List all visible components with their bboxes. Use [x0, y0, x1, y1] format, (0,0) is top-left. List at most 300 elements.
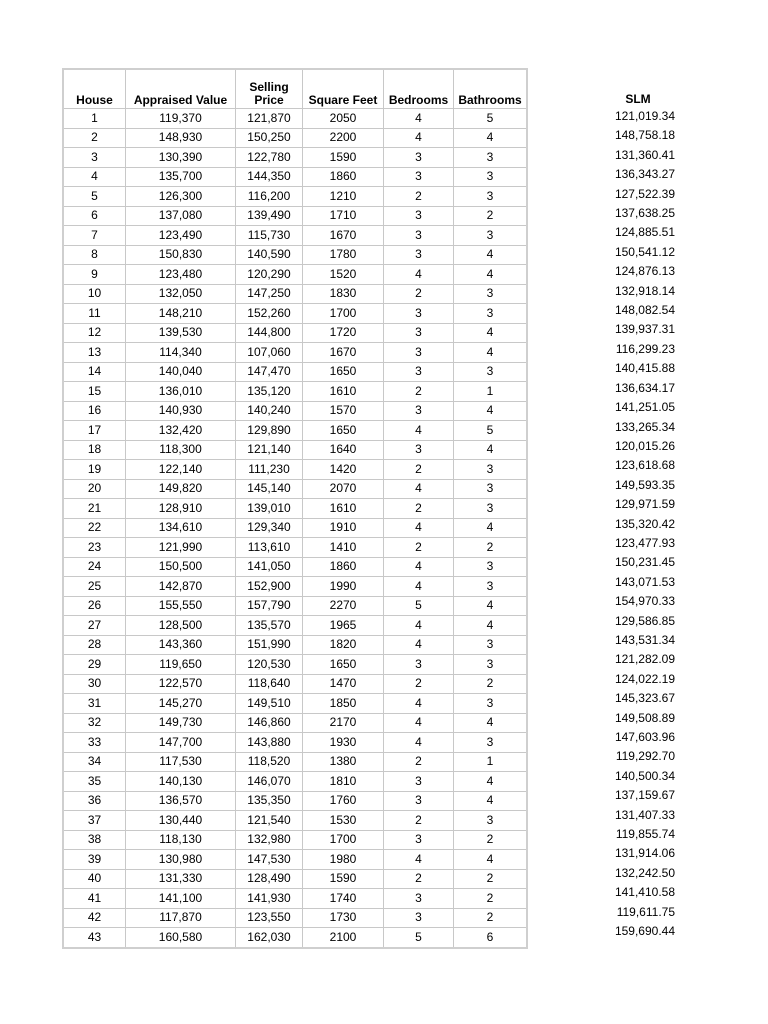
cell-appraised-value[interactable]: 119,650 — [126, 655, 236, 675]
cell-house[interactable]: 31 — [64, 694, 126, 714]
cell-bathrooms[interactable]: 2 — [454, 908, 527, 928]
slm-cell[interactable]: 141,410.58 — [614, 885, 675, 900]
cell-appraised-value[interactable]: 117,870 — [126, 908, 236, 928]
cell-bathrooms[interactable]: 3 — [454, 362, 527, 382]
cell-house[interactable]: 15 — [64, 382, 126, 402]
cell-appraised-value[interactable]: 145,270 — [126, 694, 236, 714]
cell-bedrooms[interactable]: 2 — [384, 382, 454, 402]
slm-cell[interactable]: 124,022.19 — [614, 671, 675, 686]
cell-house[interactable]: 37 — [64, 811, 126, 831]
cell-selling-price[interactable]: 152,900 — [236, 577, 303, 597]
cell-appraised-value[interactable]: 150,830 — [126, 245, 236, 265]
cell-bathrooms[interactable]: 3 — [454, 284, 527, 304]
cell-appraised-value[interactable]: 150,500 — [126, 557, 236, 577]
cell-selling-price[interactable]: 145,140 — [236, 479, 303, 499]
cell-square-feet[interactable]: 1210 — [303, 187, 384, 207]
cell-house[interactable]: 19 — [64, 460, 126, 480]
cell-bathrooms[interactable]: 1 — [454, 752, 527, 772]
cell-house[interactable]: 35 — [64, 772, 126, 792]
cell-selling-price[interactable]: 118,640 — [236, 674, 303, 694]
cell-appraised-value[interactable]: 139,530 — [126, 323, 236, 343]
slm-cell[interactable]: 120,015.26 — [614, 438, 675, 453]
cell-house[interactable]: 40 — [64, 869, 126, 889]
cell-bathrooms[interactable]: 3 — [454, 811, 527, 831]
cell-selling-price[interactable]: 128,490 — [236, 869, 303, 889]
slm-cell[interactable]: 131,914.06 — [614, 846, 675, 861]
cell-selling-price[interactable]: 147,250 — [236, 284, 303, 304]
header-bedrooms[interactable]: Bedrooms — [384, 70, 454, 109]
cell-selling-price[interactable]: 143,880 — [236, 733, 303, 753]
cell-selling-price[interactable]: 118,520 — [236, 752, 303, 772]
header-slm[interactable]: SLM — [625, 92, 651, 106]
header-house[interactable]: House — [64, 70, 126, 109]
cell-bathrooms[interactable]: 4 — [454, 518, 527, 538]
slm-cell[interactable]: 148,758.18 — [614, 128, 675, 143]
cell-house[interactable]: 41 — [64, 889, 126, 909]
cell-bathrooms[interactable]: 5 — [454, 109, 527, 129]
cell-house[interactable]: 43 — [64, 928, 126, 948]
cell-square-feet[interactable]: 1610 — [303, 499, 384, 519]
slm-cell[interactable]: 137,638.25 — [614, 206, 675, 221]
cell-appraised-value[interactable]: 114,340 — [126, 343, 236, 363]
cell-house[interactable]: 30 — [64, 674, 126, 694]
slm-cell[interactable]: 140,500.34 — [614, 768, 675, 783]
cell-square-feet[interactable]: 1650 — [303, 362, 384, 382]
cell-selling-price[interactable]: 146,860 — [236, 713, 303, 733]
slm-cell[interactable]: 154,970.33 — [614, 594, 675, 609]
cell-house[interactable]: 32 — [64, 713, 126, 733]
cell-bedrooms[interactable]: 3 — [384, 206, 454, 226]
cell-bedrooms[interactable]: 3 — [384, 830, 454, 850]
cell-selling-price[interactable]: 135,570 — [236, 616, 303, 636]
cell-square-feet[interactable]: 2070 — [303, 479, 384, 499]
cell-bedrooms[interactable]: 4 — [384, 577, 454, 597]
header-selling-price[interactable] — [236, 70, 303, 109]
cell-bathrooms[interactable]: 3 — [454, 187, 527, 207]
cell-house[interactable]: 14 — [64, 362, 126, 382]
cell-bedrooms[interactable]: 3 — [384, 401, 454, 421]
slm-cell[interactable]: 131,360.41 — [614, 147, 675, 162]
cell-bedrooms[interactable]: 2 — [384, 811, 454, 831]
cell-bathrooms[interactable]: 2 — [454, 674, 527, 694]
cell-bedrooms[interactable]: 4 — [384, 109, 454, 129]
slm-cell[interactable]: 149,593.35 — [614, 477, 675, 492]
slm-cell[interactable]: 143,531.34 — [614, 632, 675, 647]
cell-square-feet[interactable]: 1420 — [303, 460, 384, 480]
slm-cell[interactable]: 116,299.23 — [615, 341, 675, 356]
cell-bedrooms[interactable]: 3 — [384, 772, 454, 792]
cell-bedrooms[interactable]: 4 — [384, 694, 454, 714]
cell-house[interactable]: 26 — [64, 596, 126, 616]
cell-selling-price[interactable]: 147,530 — [236, 850, 303, 870]
slm-cell[interactable]: 148,082.54 — [614, 303, 675, 318]
cell-appraised-value[interactable]: 130,980 — [126, 850, 236, 870]
cell-bathrooms[interactable]: 4 — [454, 596, 527, 616]
cell-square-feet[interactable]: 1850 — [303, 694, 384, 714]
cell-square-feet[interactable]: 1650 — [303, 421, 384, 441]
cell-bathrooms[interactable]: 4 — [454, 323, 527, 343]
cell-bathrooms[interactable]: 3 — [454, 694, 527, 714]
slm-cell[interactable]: 140,415.88 — [614, 361, 675, 376]
cell-house[interactable]: 11 — [64, 304, 126, 324]
cell-selling-price[interactable]: 116,200 — [236, 187, 303, 207]
cell-house[interactable]: 36 — [64, 791, 126, 811]
cell-square-feet[interactable]: 1640 — [303, 440, 384, 460]
cell-bathrooms[interactable]: 4 — [454, 616, 527, 636]
slm-cell[interactable]: 145,323.67 — [614, 691, 675, 706]
cell-house[interactable]: 2 — [64, 128, 126, 148]
cell-appraised-value[interactable]: 132,420 — [126, 421, 236, 441]
cell-square-feet[interactable]: 2200 — [303, 128, 384, 148]
cell-appraised-value[interactable]: 141,100 — [126, 889, 236, 909]
cell-house[interactable]: 7 — [64, 226, 126, 246]
cell-square-feet[interactable]: 1700 — [303, 830, 384, 850]
cell-bedrooms[interactable]: 3 — [384, 791, 454, 811]
cell-square-feet[interactable]: 1610 — [303, 382, 384, 402]
cell-selling-price[interactable]: 129,890 — [236, 421, 303, 441]
cell-bedrooms[interactable]: 2 — [384, 752, 454, 772]
cell-selling-price[interactable]: 157,790 — [236, 596, 303, 616]
cell-square-feet[interactable]: 1410 — [303, 538, 384, 558]
cell-appraised-value[interactable]: 140,040 — [126, 362, 236, 382]
cell-bathrooms[interactable]: 3 — [454, 167, 527, 187]
cell-house[interactable]: 17 — [64, 421, 126, 441]
cell-bathrooms[interactable]: 3 — [454, 479, 527, 499]
cell-appraised-value[interactable]: 131,330 — [126, 869, 236, 889]
cell-bedrooms[interactable]: 2 — [384, 284, 454, 304]
cell-square-feet[interactable]: 1990 — [303, 577, 384, 597]
cell-house[interactable]: 16 — [64, 401, 126, 421]
cell-bathrooms[interactable]: 3 — [454, 499, 527, 519]
cell-appraised-value[interactable]: 148,210 — [126, 304, 236, 324]
cell-appraised-value[interactable]: 148,930 — [126, 128, 236, 148]
cell-house[interactable]: 38 — [64, 830, 126, 850]
cell-bedrooms[interactable]: 3 — [384, 889, 454, 909]
cell-house[interactable]: 23 — [64, 538, 126, 558]
cell-appraised-value[interactable]: 140,930 — [126, 401, 236, 421]
cell-appraised-value[interactable]: 132,050 — [126, 284, 236, 304]
cell-bedrooms[interactable]: 4 — [384, 479, 454, 499]
cell-square-feet[interactable]: 1730 — [303, 908, 384, 928]
cell-selling-price[interactable]: 141,050 — [236, 557, 303, 577]
cell-selling-price[interactable]: 107,060 — [236, 343, 303, 363]
cell-square-feet[interactable]: 1740 — [303, 889, 384, 909]
cell-square-feet[interactable]: 2100 — [303, 928, 384, 948]
cell-appraised-value[interactable]: 117,530 — [126, 752, 236, 772]
cell-selling-price[interactable]: 113,610 — [236, 538, 303, 558]
cell-appraised-value[interactable]: 118,130 — [126, 830, 236, 850]
cell-appraised-value[interactable]: 122,140 — [126, 460, 236, 480]
header-square-feet[interactable]: Square Feet — [303, 70, 384, 109]
slm-cell[interactable]: 136,634.17 — [614, 380, 675, 395]
cell-square-feet[interactable]: 1860 — [303, 167, 384, 187]
cell-selling-price[interactable]: 139,010 — [236, 499, 303, 519]
cell-bathrooms[interactable]: 3 — [454, 577, 527, 597]
cell-appraised-value[interactable]: 121,990 — [126, 538, 236, 558]
cell-square-feet[interactable]: 1860 — [303, 557, 384, 577]
header-appraised-value[interactable]: Appraised Value — [126, 70, 236, 109]
cell-bedrooms[interactable]: 2 — [384, 869, 454, 889]
slm-cell[interactable]: 127,522.39 — [614, 186, 675, 201]
cell-bathrooms[interactable]: 2 — [454, 869, 527, 889]
slm-cell[interactable]: 159,690.44 — [614, 924, 675, 939]
cell-selling-price[interactable]: 162,030 — [236, 928, 303, 948]
cell-square-feet[interactable]: 1760 — [303, 791, 384, 811]
slm-cell[interactable]: 131,407.33 — [614, 807, 675, 822]
cell-square-feet[interactable]: 1930 — [303, 733, 384, 753]
slm-cell[interactable]: 121,019.34 — [614, 109, 675, 123]
cell-bedrooms[interactable]: 2 — [384, 460, 454, 480]
cell-appraised-value[interactable]: 126,300 — [126, 187, 236, 207]
cell-house[interactable]: 22 — [64, 518, 126, 538]
cell-bedrooms[interactable]: 3 — [384, 226, 454, 246]
cell-bedrooms[interactable]: 2 — [384, 538, 454, 558]
cell-selling-price[interactable]: 129,340 — [236, 518, 303, 538]
cell-selling-price[interactable]: 146,070 — [236, 772, 303, 792]
cell-selling-price[interactable]: 141,930 — [236, 889, 303, 909]
cell-selling-price[interactable]: 144,800 — [236, 323, 303, 343]
cell-selling-price[interactable]: 120,530 — [236, 655, 303, 675]
cell-square-feet[interactable]: 1470 — [303, 674, 384, 694]
cell-selling-price[interactable]: 151,990 — [236, 635, 303, 655]
cell-bathrooms[interactable]: 3 — [454, 148, 527, 168]
cell-bedrooms[interactable]: 3 — [384, 655, 454, 675]
slm-cell[interactable]: 119,611.75 — [616, 904, 675, 919]
cell-appraised-value[interactable]: 128,910 — [126, 499, 236, 519]
cell-square-feet[interactable]: 1710 — [303, 206, 384, 226]
cell-bedrooms[interactable]: 3 — [384, 304, 454, 324]
cell-house[interactable]: 18 — [64, 440, 126, 460]
slm-cell[interactable]: 143,071.53 — [614, 574, 675, 589]
cell-appraised-value[interactable]: 160,580 — [126, 928, 236, 948]
cell-appraised-value[interactable]: 142,870 — [126, 577, 236, 597]
cell-bathrooms[interactable]: 3 — [454, 304, 527, 324]
cell-bedrooms[interactable]: 4 — [384, 733, 454, 753]
cell-square-feet[interactable]: 1720 — [303, 323, 384, 343]
cell-selling-price[interactable]: 147,470 — [236, 362, 303, 382]
cell-square-feet[interactable]: 1670 — [303, 226, 384, 246]
cell-appraised-value[interactable]: 123,480 — [126, 265, 236, 285]
cell-bathrooms[interactable]: 2 — [454, 538, 527, 558]
slm-cell[interactable]: 136,343.27 — [614, 167, 675, 182]
cell-house[interactable]: 5 — [64, 187, 126, 207]
cell-house[interactable]: 20 — [64, 479, 126, 499]
cell-selling-price[interactable]: 135,350 — [236, 791, 303, 811]
cell-bedrooms[interactable]: 4 — [384, 557, 454, 577]
cell-bathrooms[interactable]: 6 — [454, 928, 527, 948]
cell-selling-price[interactable]: 115,730 — [236, 226, 303, 246]
cell-appraised-value[interactable]: 149,820 — [126, 479, 236, 499]
cell-bathrooms[interactable]: 3 — [454, 635, 527, 655]
cell-appraised-value[interactable]: 123,490 — [126, 226, 236, 246]
cell-selling-price[interactable]: 139,490 — [236, 206, 303, 226]
cell-selling-price[interactable]: 122,780 — [236, 148, 303, 168]
cell-house[interactable]: 10 — [64, 284, 126, 304]
cell-house[interactable]: 27 — [64, 616, 126, 636]
cell-bedrooms[interactable]: 5 — [384, 928, 454, 948]
cell-bedrooms[interactable]: 3 — [384, 148, 454, 168]
slm-cell[interactable]: 124,876.13 — [614, 264, 675, 279]
cell-selling-price[interactable]: 144,350 — [236, 167, 303, 187]
slm-cell[interactable]: 119,855.74 — [615, 827, 675, 842]
cell-square-feet[interactable]: 2270 — [303, 596, 384, 616]
cell-house[interactable]: 25 — [64, 577, 126, 597]
cell-bedrooms[interactable]: 3 — [384, 908, 454, 928]
cell-square-feet[interactable]: 1700 — [303, 304, 384, 324]
cell-square-feet[interactable]: 1780 — [303, 245, 384, 265]
cell-square-feet[interactable]: 1820 — [303, 635, 384, 655]
cell-house[interactable]: 33 — [64, 733, 126, 753]
cell-bathrooms[interactable]: 4 — [454, 440, 527, 460]
cell-selling-price[interactable]: 121,540 — [236, 811, 303, 831]
header-bathrooms[interactable]: Bathrooms — [454, 70, 527, 109]
slm-cell[interactable]: 123,477.93 — [614, 535, 675, 550]
cell-house[interactable]: 28 — [64, 635, 126, 655]
cell-house[interactable]: 3 — [64, 148, 126, 168]
slm-cell[interactable]: 137,159.67 — [614, 788, 675, 803]
cell-bedrooms[interactable]: 3 — [384, 323, 454, 343]
cell-square-feet[interactable]: 1810 — [303, 772, 384, 792]
cell-bedrooms[interactable]: 4 — [384, 616, 454, 636]
cell-square-feet[interactable]: 1520 — [303, 265, 384, 285]
cell-house[interactable]: 24 — [64, 557, 126, 577]
cell-bathrooms[interactable]: 4 — [454, 850, 527, 870]
cell-bathrooms[interactable]: 3 — [454, 460, 527, 480]
cell-bedrooms[interactable]: 3 — [384, 167, 454, 187]
cell-bathrooms[interactable]: 2 — [454, 830, 527, 850]
slm-cell[interactable]: 149,508.89 — [614, 710, 675, 725]
cell-square-feet[interactable]: 1965 — [303, 616, 384, 636]
slm-cell[interactable]: 129,971.59 — [614, 497, 675, 512]
slm-cell[interactable]: 150,541.12 — [614, 244, 675, 259]
cell-square-feet[interactable]: 1530 — [303, 811, 384, 831]
cell-bathrooms[interactable]: 5 — [454, 421, 527, 441]
slm-cell[interactable]: 141,251.05 — [614, 400, 675, 415]
cell-square-feet[interactable]: 1650 — [303, 655, 384, 675]
cell-square-feet[interactable]: 1830 — [303, 284, 384, 304]
cell-square-feet[interactable]: 1670 — [303, 343, 384, 363]
cell-bathrooms[interactable]: 3 — [454, 655, 527, 675]
cell-selling-price[interactable]: 132,980 — [236, 830, 303, 850]
cell-bedrooms[interactable]: 2 — [384, 187, 454, 207]
cell-bathrooms[interactable]: 4 — [454, 343, 527, 363]
cell-selling-price[interactable]: 123,550 — [236, 908, 303, 928]
cell-selling-price[interactable]: 121,140 — [236, 440, 303, 460]
cell-bathrooms[interactable]: 4 — [454, 265, 527, 285]
cell-square-feet[interactable]: 1380 — [303, 752, 384, 772]
slm-cell[interactable]: 124,885.51 — [614, 225, 675, 240]
cell-house[interactable]: 42 — [64, 908, 126, 928]
slm-cell[interactable]: 135,320.42 — [614, 516, 675, 531]
cell-bedrooms[interactable]: 4 — [384, 635, 454, 655]
cell-selling-price[interactable]: 150,250 — [236, 128, 303, 148]
cell-house[interactable]: 21 — [64, 499, 126, 519]
cell-appraised-value[interactable]: 136,010 — [126, 382, 236, 402]
cell-bedrooms[interactable]: 3 — [384, 343, 454, 363]
cell-house[interactable]: 9 — [64, 265, 126, 285]
cell-selling-price[interactable]: 149,510 — [236, 694, 303, 714]
cell-bedrooms[interactable]: 5 — [384, 596, 454, 616]
cell-house[interactable]: 13 — [64, 343, 126, 363]
cell-square-feet[interactable]: 2050 — [303, 109, 384, 129]
cell-bedrooms[interactable]: 3 — [384, 245, 454, 265]
cell-bedrooms[interactable]: 4 — [384, 265, 454, 285]
cell-house[interactable]: 29 — [64, 655, 126, 675]
cell-selling-price[interactable]: 135,120 — [236, 382, 303, 402]
cell-bathrooms[interactable]: 4 — [454, 791, 527, 811]
cell-bedrooms[interactable]: 2 — [384, 674, 454, 694]
cell-house[interactable]: 6 — [64, 206, 126, 226]
cell-bathrooms[interactable]: 3 — [454, 557, 527, 577]
slm-cell[interactable]: 119,292.70 — [615, 749, 675, 764]
cell-bedrooms[interactable]: 4 — [384, 421, 454, 441]
cell-bathrooms[interactable]: 4 — [454, 401, 527, 421]
cell-appraised-value[interactable]: 128,500 — [126, 616, 236, 636]
cell-selling-price[interactable]: 120,290 — [236, 265, 303, 285]
cell-appraised-value[interactable]: 143,360 — [126, 635, 236, 655]
cell-appraised-value[interactable]: 149,730 — [126, 713, 236, 733]
slm-cell[interactable]: 132,918.14 — [614, 283, 675, 298]
cell-square-feet[interactable]: 1570 — [303, 401, 384, 421]
cell-house[interactable]: 34 — [64, 752, 126, 772]
cell-selling-price[interactable]: 111,230 — [236, 460, 303, 480]
cell-bedrooms[interactable]: 4 — [384, 713, 454, 733]
slm-cell[interactable]: 133,265.34 — [614, 419, 675, 434]
cell-square-feet[interactable]: 2170 — [303, 713, 384, 733]
slm-cell[interactable]: 150,231.45 — [614, 555, 675, 570]
cell-appraised-value[interactable]: 130,390 — [126, 148, 236, 168]
cell-square-feet[interactable]: 1590 — [303, 869, 384, 889]
cell-selling-price[interactable]: 121,870 — [236, 109, 303, 129]
cell-house[interactable]: 1 — [64, 109, 126, 129]
cell-appraised-value[interactable]: 140,130 — [126, 772, 236, 792]
cell-bedrooms[interactable]: 4 — [384, 518, 454, 538]
cell-bedrooms[interactable]: 3 — [384, 362, 454, 382]
cell-bedrooms[interactable]: 4 — [384, 128, 454, 148]
cell-square-feet[interactable]: 1910 — [303, 518, 384, 538]
cell-appraised-value[interactable]: 130,440 — [126, 811, 236, 831]
cell-house[interactable]: 4 — [64, 167, 126, 187]
cell-appraised-value[interactable]: 135,700 — [126, 167, 236, 187]
slm-cell[interactable]: 132,242.50 — [614, 865, 675, 880]
cell-appraised-value[interactable]: 137,080 — [126, 206, 236, 226]
cell-house[interactable]: 39 — [64, 850, 126, 870]
cell-bathrooms[interactable]: 4 — [454, 245, 527, 265]
slm-cell[interactable]: 139,937.31 — [614, 322, 675, 337]
cell-selling-price[interactable]: 152,260 — [236, 304, 303, 324]
cell-bathrooms[interactable]: 3 — [454, 226, 527, 246]
cell-bathrooms[interactable]: 4 — [454, 713, 527, 733]
cell-appraised-value[interactable]: 118,300 — [126, 440, 236, 460]
cell-bedrooms[interactable]: 4 — [384, 850, 454, 870]
cell-bedrooms[interactable]: 3 — [384, 440, 454, 460]
slm-cell[interactable]: 129,586.85 — [614, 613, 675, 628]
cell-house[interactable]: 8 — [64, 245, 126, 265]
cell-square-feet[interactable]: 1980 — [303, 850, 384, 870]
cell-bathrooms[interactable]: 3 — [454, 733, 527, 753]
cell-bedrooms[interactable]: 2 — [384, 499, 454, 519]
cell-selling-price[interactable]: 140,590 — [236, 245, 303, 265]
cell-bathrooms[interactable]: 1 — [454, 382, 527, 402]
cell-selling-price[interactable]: 140,240 — [236, 401, 303, 421]
cell-house[interactable]: 12 — [64, 323, 126, 343]
cell-appraised-value[interactable]: 136,570 — [126, 791, 236, 811]
cell-appraised-value[interactable]: 119,370 — [126, 109, 236, 129]
cell-bathrooms[interactable]: 2 — [454, 206, 527, 226]
cell-appraised-value[interactable]: 155,550 — [126, 596, 236, 616]
cell-appraised-value[interactable]: 122,570 — [126, 674, 236, 694]
slm-cell[interactable]: 123,618.68 — [614, 458, 675, 473]
